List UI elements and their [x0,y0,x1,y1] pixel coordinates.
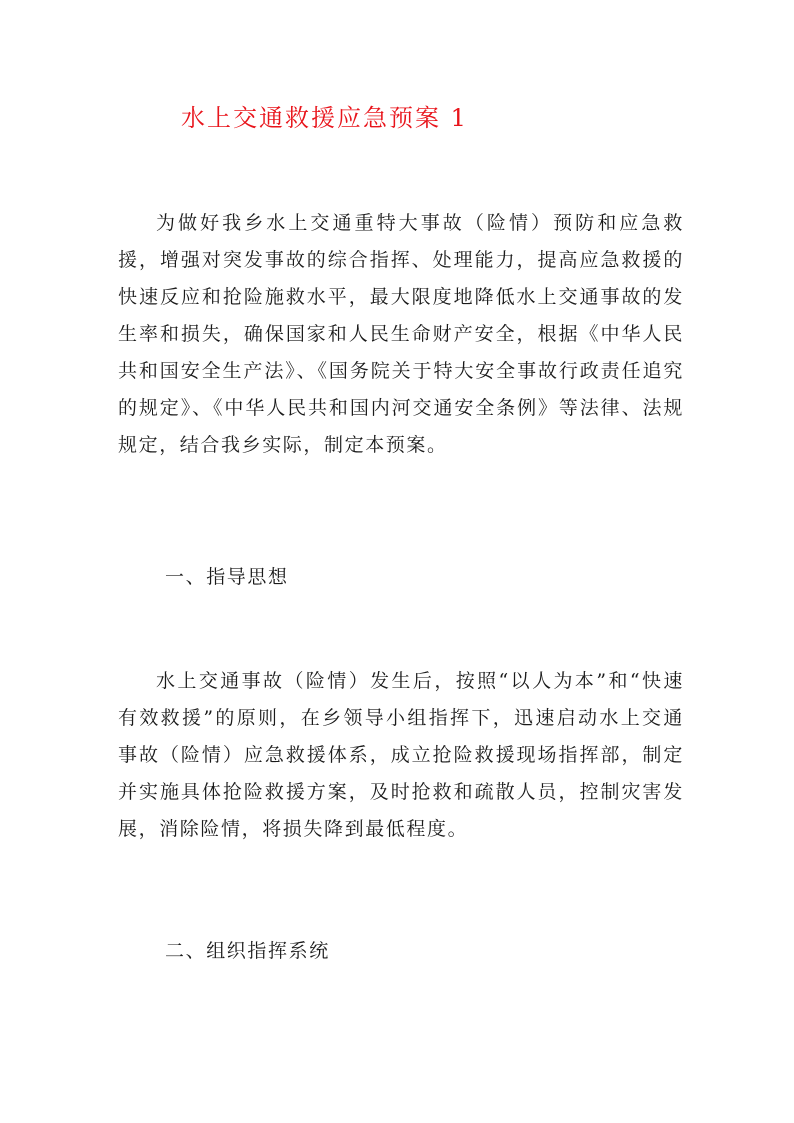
guiding-ideology-paragraph: 水上交通事故（险情）发生后，按照“以人为本”和“快速有效救援”的原则，在乡领导小组指挥下，迅速启动水上交通事故（险情）应急救援体系，成立抢险救援现场指挥部，制定并实施具体抢险救援方案，及时抢救和疏散人员，控制灾害发展，消除险情，将损失降到最低程度。 [118,670,684,840]
intro-paragraph: 为做好我乡水上交通重特大事故（险情）预防和应急救援，增强对突发事故的综合指挥、处理能力，提高应急救援的快速反应和抢险施救水平，最大限度地降低水上交通事故的发生率和损失，确保国家和人民生命财产安全，根据《中华人民共和国安全生产法》、《国务院关于特大安全事故行政责任追究的规定》、《中华人民共和国内河交通安全条例》等法律、法规规定，结合我乡实际，制定本预案。 [118,212,684,456]
section-heading-guiding-ideology: 一、指导思想 [165,566,289,588]
section-heading-command-system: 二、组织指挥系统 [165,940,330,962]
document-title: 水上交通救援应急预案 1 [181,104,468,132]
